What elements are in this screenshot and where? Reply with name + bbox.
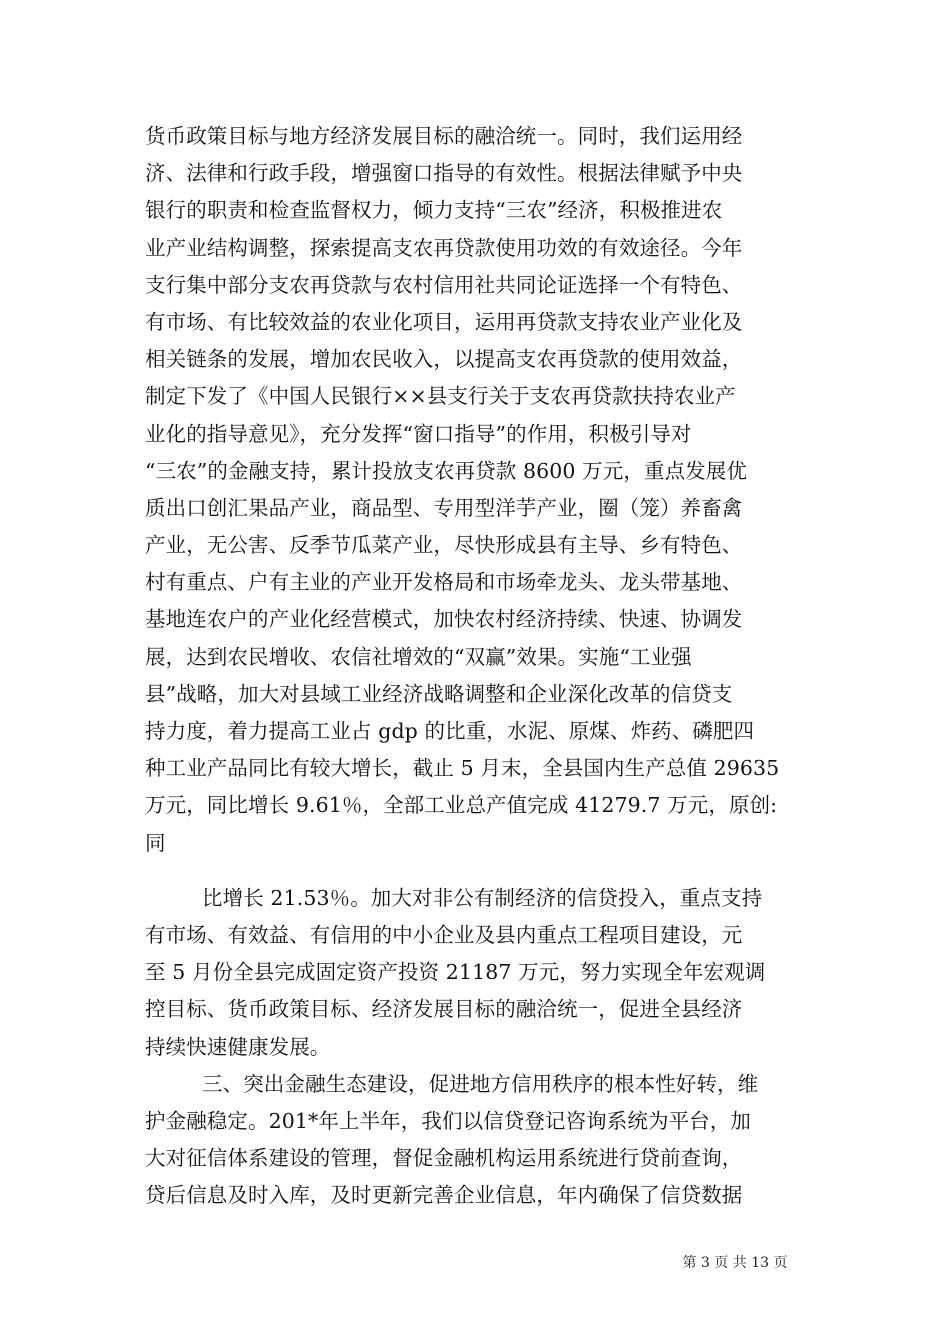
text-line: 县”战略，加大对县域工业经济战略调整和企业深化改革的信贷支 [145, 681, 733, 706]
text-line: 有市场、有效益、有信用的中小企业及县内重点工程项目建设，元 [145, 922, 743, 947]
text-line: 济、法律和行政手段，增强窗口指导的有效性。根据法律赋予中央 [145, 161, 743, 186]
text-line: 持力度，着力提高工业占 gdp 的比重，水泥、原煤、炸药、磷肥四 [145, 719, 755, 743]
text-line: 制定下发了《中国人民银行××县支行关于支农再贷款扶持农业产 [145, 384, 736, 409]
paragraph-3 [145, 1066, 825, 1215]
page-number-footer [0, 1252, 950, 1272]
text-line: 同 [145, 830, 166, 855]
text-line: 控目标、货币政策目标、经济发展目标的融洽统一，促进全县经济 [145, 997, 743, 1022]
text-line: 至 5 月份全县完成固定资产投资 21187 万元，努力实现全年宏观调 [145, 960, 766, 985]
document-body [145, 118, 825, 1214]
text-line: 业产业结构调整，探索提高支农再贷款使用功效的有效途径。今年 [145, 235, 743, 260]
text-line: 基地连农户的产业化经营模式，加快农村经济持续、快速、协调发 [145, 607, 743, 632]
paragraph-1 [145, 118, 825, 862]
text-line: 比增长 21.53％。加大对非公有制经济的信贷投入，重点支持 [202, 885, 763, 910]
text-line: 大对征信体系建设的管理，督促金融机构运用系统进行贷前查询， [145, 1146, 743, 1171]
text-line: 贷后信息及时入库，及时更新完善企业信息，年内确保了信贷数据 [145, 1183, 743, 1208]
text-line: 展，达到农民增收、农信社增效的“双赢”效果。实施“工业强 [145, 644, 692, 669]
text-line: 产业，无公害、反季节瓜菜产业，尽快形成县有主导、乡有特色、 [145, 533, 743, 558]
text-line: 有市场、有比较效益的农业化项目，运用再贷款支持农业产业化及 [145, 309, 743, 334]
text-line: 业化的指导意见》，充分发挥“窗口指导”的作用，积极引导对 [145, 421, 692, 446]
text-line: 质出口创汇果品产业，商品型、专用型洋芋产业，圈（笼）养畜禽 [145, 495, 743, 520]
text-line: 货币政策目标与地方经济发展目标的融洽统一。同时，我们运用经 [145, 124, 743, 148]
text-line: 村有重点、户有主业的产业开发格局和市场牵龙头、龙头带基地、 [145, 570, 743, 595]
text-line: 种工业产品同比有较大增长，截止 5 月末，全县国内生产总值 29635 [145, 756, 780, 781]
text-line: 万元，同比增长 9.61％，全部工业总产值完成 41279.7 万元，原创: [145, 793, 778, 818]
text-line: 三、突出金融生态建设，促进地方信用秩序的根本性好转，维 [202, 1071, 759, 1096]
paragraph-gap [145, 862, 825, 880]
text-line: 相关链条的发展，增加农民收入，以提高支农再贷款的使用效益， [145, 347, 743, 372]
paragraph-2 [145, 880, 825, 1066]
text-line: 护金融稳定。201*年上半年，我们以信贷登记咨询系统为平台，加 [145, 1108, 751, 1133]
text-line: 持续快速健康发展。 [145, 1034, 331, 1059]
text-line: 支行集中部分支农再贷款与农村信用社共同论证选择一个有特色、 [145, 272, 743, 297]
text-line: “三农”的金融支持，累计投放支农再贷款 8600 万元，重点发展优 [145, 458, 747, 483]
page-number-label: 第 3 页 共 13 页 [682, 1255, 788, 1271]
text-line: 银行的职责和检查监督权力，倾力支持“三农”经济，积极推进农 [145, 198, 723, 223]
